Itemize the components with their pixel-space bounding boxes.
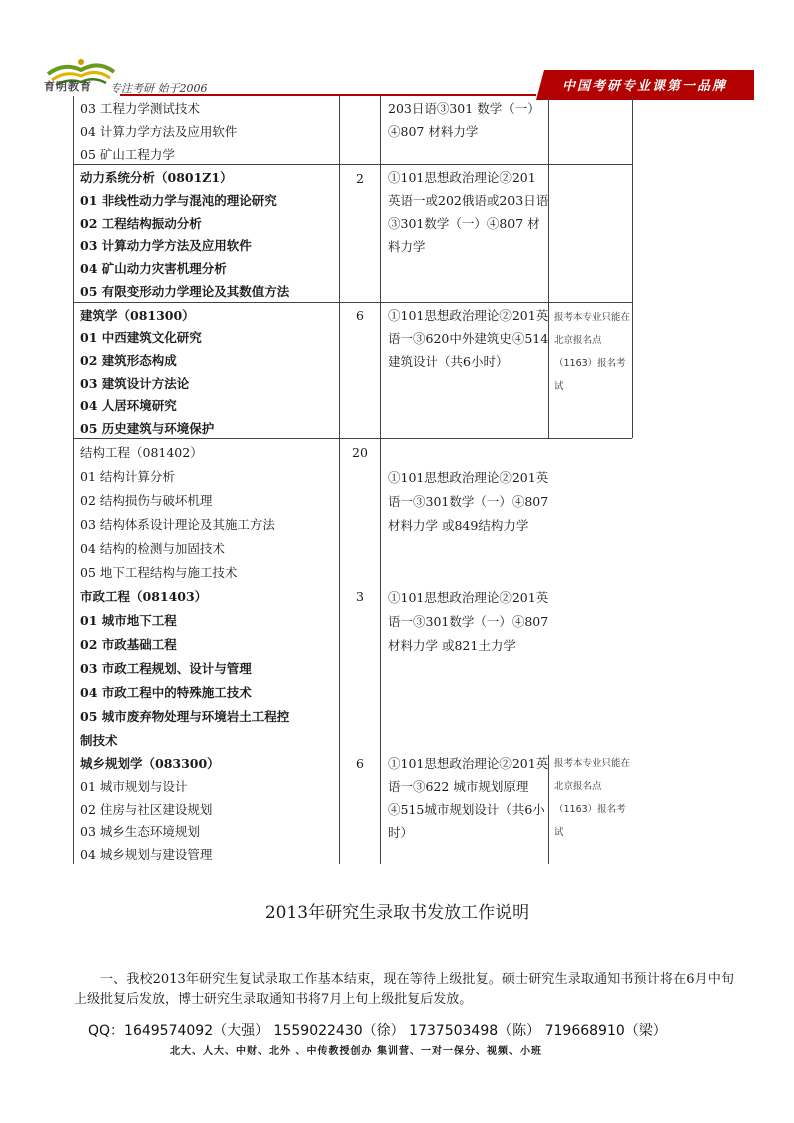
table-row: 制技术 xyxy=(80,733,118,748)
table-col-divider xyxy=(548,96,549,438)
enrollment-count: 6 xyxy=(356,756,364,771)
enrollment-count: 6 xyxy=(356,308,364,323)
registration-note: 报考本专业只能在北京报名点（1163）报名考试 xyxy=(554,758,631,838)
table-row: 05 有限变形动力学理论及其数值方法 xyxy=(80,284,290,299)
exam-subjects: ①101思想政治理论②201英语一③622 城市规划原理④515城市规划设计（共6小时） xyxy=(388,756,549,840)
table-row: 02 住房与社区建设规划 xyxy=(80,802,213,817)
table-row: 04 市政工程中的特殊施工技术 xyxy=(80,685,252,700)
table-col-divider xyxy=(339,96,340,864)
promo-line: 北大、人大、中财、北外 、中传教授创办 集训营、一对一保分、视频、小班 xyxy=(170,1046,542,1057)
exam-subjects: ①101思想政治理论②201英语一③620中外建筑史④514建筑设计（共6小时） xyxy=(388,308,549,369)
table-row: 05 矿山工程力学 xyxy=(80,147,175,162)
qq-contacts: QQ：1649574092（大强） 1559022430（徐） 1737503498（陈） 719668910（梁） xyxy=(88,1023,667,1039)
enrollment-count: 20 xyxy=(352,445,368,460)
table-row: 01 中西建筑文化研究 xyxy=(80,330,202,345)
major-title: 建筑学（081300） xyxy=(80,308,195,323)
major-title: 动力系统分析（0801Z1） xyxy=(80,170,233,185)
table-row: 03 城乡生态环境规划 xyxy=(80,824,200,839)
enrollment-count: 2 xyxy=(356,171,364,186)
exam-subjects: ①101思想政治理论②201英语一③301数学（一）④807材料力学 或821土力学 xyxy=(388,590,549,653)
table-row-divider xyxy=(73,302,632,303)
table-col-divider xyxy=(380,96,381,864)
table-row: 01 结构计算分析 xyxy=(80,469,175,484)
doc-title: 2013年研究生录取书发放工作说明 xyxy=(264,903,530,923)
table-row-divider xyxy=(73,438,632,439)
table-row: 04 城乡规划与建设管理 xyxy=(80,847,213,862)
exam-subjects: ①101思想政治理论②201英语一③301数学（一）④807材料力学 或849结构力学 xyxy=(388,470,549,533)
exam-subjects: 203日语③301 数学（一）④807 材料力学 xyxy=(388,101,540,139)
table-row: 04 计算力学方法及应用软件 xyxy=(80,124,238,139)
registration-note: 报考本专业只能在北京报名点（1163）报名考试 xyxy=(554,312,631,392)
exam-subjects: ①101思想政治理论②201 英语一或202俄语或203日语③301数学（一）④807 材料力学 xyxy=(388,170,549,254)
major-title: 市政工程（081403） xyxy=(80,589,208,604)
enrollment-count: 3 xyxy=(356,589,364,604)
table-row: 05 地下工程结构与施工技术 xyxy=(80,565,238,580)
table-row: 02 建筑形态构成 xyxy=(80,353,177,368)
banner-slogan: 中国考研专业课第一品牌 xyxy=(562,79,728,94)
table-row: 04 人居环境研究 xyxy=(80,398,177,413)
slogan: 专注考研 始于2006 xyxy=(110,82,208,95)
major-title: 结构工程（081402） xyxy=(80,445,203,460)
table-row: 03 市政工程规划、设计与管理 xyxy=(80,661,252,676)
logo-text: 育明教育 xyxy=(44,80,92,93)
table-row: 02 工程结构振动分析 xyxy=(80,216,202,231)
doc-paragraph: 一、我校2013年研究生复试录取工作基本结束，现在等待上级批复。硕士研究生录取通知书预计将在6月中旬上级批复后发放，博士研究生录取通知书将7月上旬上级批复后发放。 xyxy=(74,972,734,1007)
table-row: 04 结构的检测与加固技术 xyxy=(80,541,225,556)
table-row: 05 城市废弃物处理与环境岩土工程控 xyxy=(80,709,290,724)
table-row: 02 市政基础工程 xyxy=(80,637,177,652)
table-row: 03 工程力学测试技术 xyxy=(80,101,200,116)
major-title: 城乡规划学（083300） xyxy=(80,756,220,771)
table-row: 03 计算动力学方法及应用软件 xyxy=(80,238,252,253)
table-row: 03 结构体系设计理论及其施工方法 xyxy=(80,517,275,532)
table-row: 03 建筑设计方法论 xyxy=(80,376,190,391)
table-row-divider xyxy=(73,164,632,165)
table-row: 04 矿山动力灾害机理分析 xyxy=(80,261,227,276)
table-row: 01 城市地下工程 xyxy=(80,613,177,628)
table-row: 02 结构损伤与破坏机理 xyxy=(80,493,213,508)
table-row: 05 历史建筑与环境保护 xyxy=(80,421,215,436)
header-divider xyxy=(120,94,536,96)
table-row: 01 城市规划与设计 xyxy=(80,779,188,794)
table-row: 01 非线性动力学与混沌的理论研究 xyxy=(80,193,277,208)
table-border-left xyxy=(73,96,74,864)
